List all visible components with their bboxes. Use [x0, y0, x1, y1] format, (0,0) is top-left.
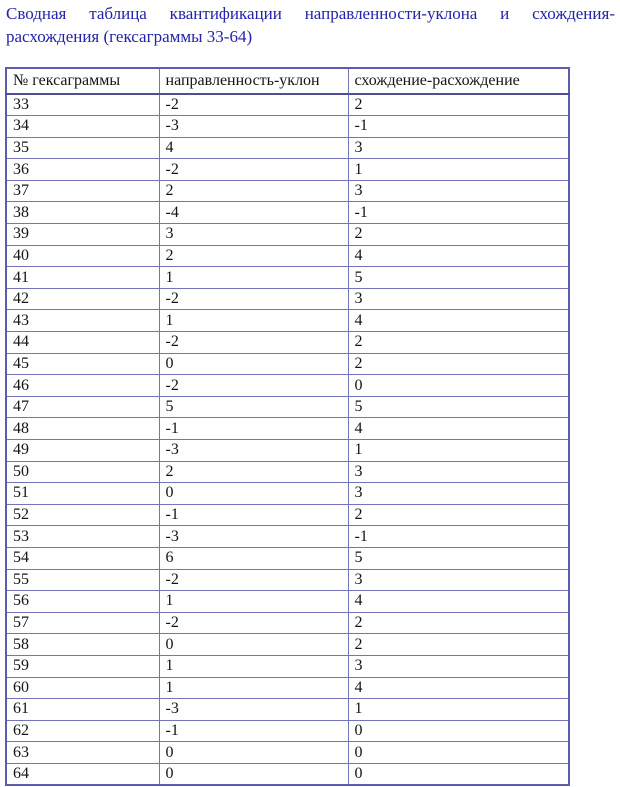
cell-hexagram-number: 36 [6, 159, 159, 181]
cell-direction-slope: 1 [159, 267, 348, 289]
cell-convergence-divergence: -1 [348, 116, 569, 138]
table-row [6, 547, 569, 569]
cell-convergence-divergence: 4 [348, 418, 569, 440]
cell-direction-slope: 2 [159, 461, 348, 483]
cell-convergence-divergence: 0 [348, 720, 569, 742]
cell-hexagram-number: 41 [6, 267, 159, 289]
cell-direction-slope: 1 [159, 677, 348, 699]
cell-convergence-divergence: 5 [348, 267, 569, 289]
cell-convergence-divergence: 5 [348, 547, 569, 569]
cell-direction-slope: -2 [159, 94, 348, 116]
table-row [6, 310, 569, 332]
cell-convergence-divergence: -1 [348, 526, 569, 548]
table-row [6, 742, 569, 764]
cell-convergence-divergence: 3 [348, 483, 569, 505]
cell-hexagram-number: 33 [6, 94, 159, 116]
page-title [6, 3, 615, 48]
table-row [6, 202, 569, 224]
table-row [6, 504, 569, 526]
table-row [6, 461, 569, 483]
cell-convergence-divergence: 2 [348, 612, 569, 634]
table-row [6, 288, 569, 310]
cell-hexagram-number: 61 [6, 699, 159, 721]
table-row [6, 591, 569, 613]
cell-convergence-divergence: 3 [348, 180, 569, 202]
cell-convergence-divergence: 4 [348, 310, 569, 332]
cell-convergence-divergence: 4 [348, 677, 569, 699]
table-header-row [6, 68, 569, 94]
cell-direction-slope: -3 [159, 440, 348, 462]
table-row [6, 763, 569, 785]
cell-hexagram-number: 40 [6, 245, 159, 267]
cell-hexagram-number: 37 [6, 180, 159, 202]
cell-direction-slope: -3 [159, 526, 348, 548]
table-row [6, 180, 569, 202]
cell-convergence-divergence: 3 [348, 655, 569, 677]
cell-direction-slope: -2 [159, 332, 348, 354]
cell-hexagram-number: 54 [6, 547, 159, 569]
cell-hexagram-number: 57 [6, 612, 159, 634]
table-row [6, 655, 569, 677]
cell-direction-slope: -1 [159, 418, 348, 440]
cell-direction-slope: 1 [159, 591, 348, 613]
cell-direction-slope: 0 [159, 634, 348, 656]
cell-hexagram-number: 50 [6, 461, 159, 483]
cell-direction-slope: 0 [159, 483, 348, 505]
cell-convergence-divergence: 0 [348, 763, 569, 785]
cell-convergence-divergence: 2 [348, 634, 569, 656]
table-row [6, 440, 569, 462]
column-header-convergence-divergence: схождение-расхождение [348, 68, 569, 94]
cell-hexagram-number: 38 [6, 202, 159, 224]
cell-direction-slope: 4 [159, 137, 348, 159]
table-row [6, 353, 569, 375]
cell-direction-slope: 0 [159, 763, 348, 785]
cell-hexagram-number: 49 [6, 440, 159, 462]
cell-hexagram-number: 48 [6, 418, 159, 440]
cell-convergence-divergence: 2 [348, 353, 569, 375]
cell-direction-slope: -2 [159, 159, 348, 181]
cell-direction-slope: 1 [159, 655, 348, 677]
cell-direction-slope: -2 [159, 569, 348, 591]
cell-direction-slope: -2 [159, 612, 348, 634]
cell-convergence-divergence: -1 [348, 202, 569, 224]
cell-convergence-divergence: 4 [348, 245, 569, 267]
cell-direction-slope: 3 [159, 224, 348, 246]
cell-hexagram-number: 51 [6, 483, 159, 505]
cell-hexagram-number: 42 [6, 288, 159, 310]
cell-direction-slope: 2 [159, 180, 348, 202]
cell-hexagram-number: 35 [6, 137, 159, 159]
table-row [6, 569, 569, 591]
cell-convergence-divergence: 1 [348, 699, 569, 721]
cell-direction-slope: 5 [159, 396, 348, 418]
cell-hexagram-number: 64 [6, 763, 159, 785]
cell-direction-slope: 2 [159, 245, 348, 267]
cell-hexagram-number: 60 [6, 677, 159, 699]
cell-hexagram-number: 53 [6, 526, 159, 548]
cell-direction-slope: -2 [159, 288, 348, 310]
table-row [6, 137, 569, 159]
cell-direction-slope: 6 [159, 547, 348, 569]
cell-hexagram-number: 39 [6, 224, 159, 246]
table-row [6, 612, 569, 634]
cell-hexagram-number: 58 [6, 634, 159, 656]
cell-direction-slope: -4 [159, 202, 348, 224]
table-row [6, 677, 569, 699]
cell-convergence-divergence: 2 [348, 504, 569, 526]
table-row [6, 699, 569, 721]
cell-hexagram-number: 47 [6, 396, 159, 418]
cell-convergence-divergence: 0 [348, 742, 569, 764]
cell-hexagram-number: 62 [6, 720, 159, 742]
table-row [6, 526, 569, 548]
page-title-line-2: расхождения (гексаграммы 33-64) [6, 26, 253, 46]
table-row [6, 94, 569, 116]
table-header [6, 68, 569, 94]
table-row [6, 418, 569, 440]
cell-direction-slope: -3 [159, 116, 348, 138]
table-row [6, 267, 569, 289]
cell-direction-slope: 0 [159, 353, 348, 375]
cell-convergence-divergence: 3 [348, 288, 569, 310]
cell-hexagram-number: 34 [6, 116, 159, 138]
column-header-direction-slope: направленность-уклон [159, 68, 348, 94]
cell-hexagram-number: 63 [6, 742, 159, 764]
column-header-hexagram-number: № гексаграммы [6, 68, 159, 94]
cell-convergence-divergence: 2 [348, 332, 569, 354]
table-row [6, 396, 569, 418]
cell-convergence-divergence: 4 [348, 591, 569, 613]
table-row [6, 245, 569, 267]
cell-hexagram-number: 44 [6, 332, 159, 354]
cell-convergence-divergence: 2 [348, 224, 569, 246]
cell-hexagram-number: 52 [6, 504, 159, 526]
cell-hexagram-number: 43 [6, 310, 159, 332]
cell-direction-slope: 0 [159, 742, 348, 764]
cell-convergence-divergence: 3 [348, 461, 569, 483]
cell-direction-slope: -3 [159, 699, 348, 721]
table-row [6, 159, 569, 181]
quantification-table [5, 67, 570, 786]
cell-convergence-divergence: 1 [348, 159, 569, 181]
cell-hexagram-number: 46 [6, 375, 159, 397]
table-row [6, 116, 569, 138]
table-row [6, 375, 569, 397]
cell-convergence-divergence: 3 [348, 137, 569, 159]
cell-convergence-divergence: 0 [348, 375, 569, 397]
page-title-line-1: Сводная таблица квантификации направленности-уклона и схождения- [6, 4, 615, 23]
cell-direction-slope: -1 [159, 720, 348, 742]
cell-hexagram-number: 55 [6, 569, 159, 591]
cell-convergence-divergence: 3 [348, 569, 569, 591]
cell-hexagram-number: 59 [6, 655, 159, 677]
table-row [6, 483, 569, 505]
cell-direction-slope: -1 [159, 504, 348, 526]
table-row [6, 332, 569, 354]
cell-direction-slope: 1 [159, 310, 348, 332]
table-row [6, 224, 569, 246]
table-row [6, 634, 569, 656]
cell-convergence-divergence: 1 [348, 440, 569, 462]
cell-hexagram-number: 56 [6, 591, 159, 613]
table-row [6, 720, 569, 742]
table-body [6, 94, 569, 785]
cell-direction-slope: -2 [159, 375, 348, 397]
cell-convergence-divergence: 5 [348, 396, 569, 418]
cell-convergence-divergence: 2 [348, 94, 569, 116]
cell-hexagram-number: 45 [6, 353, 159, 375]
